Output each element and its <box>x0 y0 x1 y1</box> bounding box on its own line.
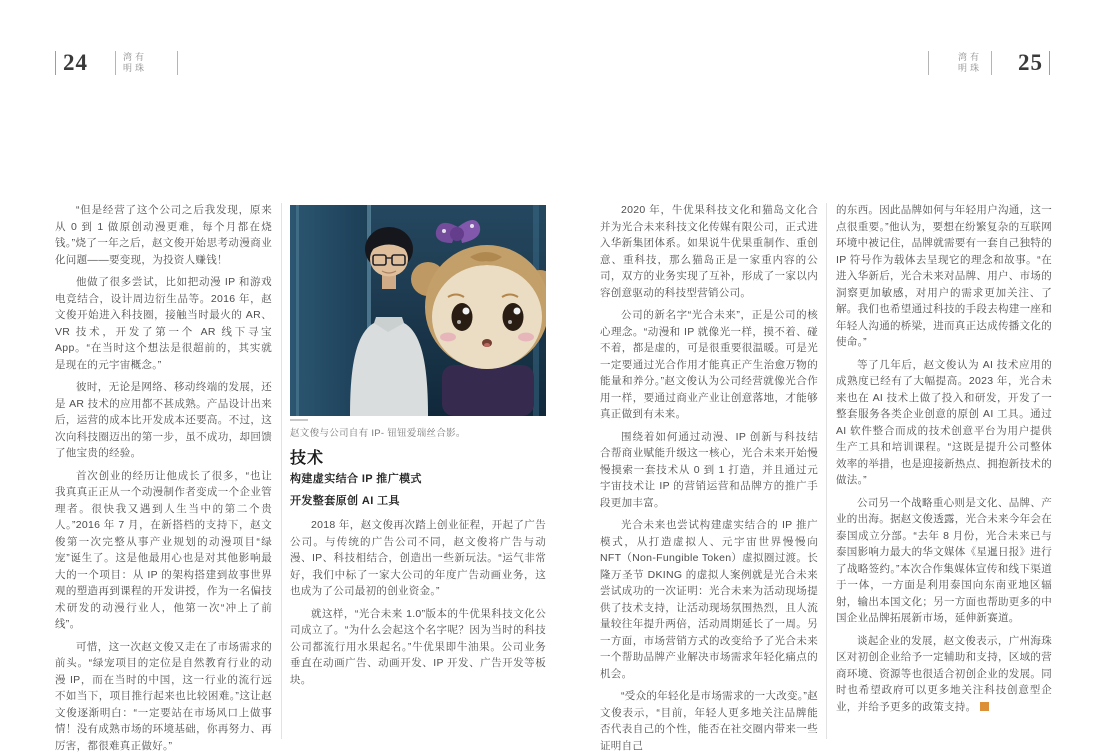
page-number-right: 25 <box>1018 50 1043 76</box>
paragraph: 围绕着如何通过动漫、IP 创新与科技结合帮商业赋能升级这一核心，光合未来开始慢慢摸索一套技术从 0 到 1 打造，并且通过元宇宙技术让 IP 的营销运营和品牌方的推广手段更加丰富。 <box>600 429 818 512</box>
article-photo <box>290 205 546 416</box>
photo-illustration <box>290 205 546 416</box>
paragraph: 谈起企业的发展，赵文俊表示，广州海珠区对初创企业给予一定辅助和支持，区域的营商环境、资源等也很适合初创企业的发展。同时也希望政府可以更多地关注科技创意型企业，并给予更多的政策支持。 <box>836 633 1052 716</box>
brand-line1: 湾有 <box>123 52 147 63</box>
journal-brand <box>123 52 147 74</box>
photo-caption: 赵文俊与公司自有 IP- 钮钮爱瑞丝合影。 <box>290 425 546 439</box>
paragraph: 的东西。因此品牌如何与年轻用户沟通，这一点很重要。”他认为，要想在纷繁复杂的互联网环境中被记住，品牌就需要有一套自己独特的 IP 符号作为载体去呈现它的理念和故事。“在进入华新后，光合未来对品牌、用户、市场的洞察更加敏感，对用户的需求更加关注、了解。我们也希望通过科技的手段去构建一座和年轻人沟通的桥梁，进而真正达成传播文化的使命。” <box>836 202 1052 351</box>
page-number-left: 24 <box>63 50 88 76</box>
paragraph: 等了几年后，赵文俊认为 AI 技术应用的成熟度已经有了大幅提高。2023 年，光合未来也在 AI 技术上做了投入和研发，开发了一整套服务各类企业创意的原创 AI 工具。通过 AI 软件整合而成的技术创意平台为用户提供生产工具和培训课程。“这既是提升公司整体效率的举措，也是迎接新热点、拥抱新技术的做法。” <box>836 357 1052 489</box>
paragraph: 彼时，无论是网络、移动终端的发展，还是 AR 技术的应用都不甚成熟。产品设计出来后，运营的成本比开发成本还要高。不过，这次向科技圈迈出的第一步，虽不成功，却回馈了他宝贵的经验。 <box>55 379 272 462</box>
header-rule <box>55 51 56 75</box>
header-rule <box>1049 51 1050 75</box>
right-page-column-2 <box>836 202 1052 715</box>
left-page-column-2 <box>290 517 546 688</box>
paragraph: 2020 年，牛优果科技文化和猫岛文化合并为光合未来科技文化传媒有限公司，正式进入华新集团体系。如果说牛优果重制作、重创意、重科技，那么猫岛正是一家重内容的公司，双方的业务实现了互补，形成了一家以内容创意驱动的科技型营销公司。 <box>600 202 818 301</box>
header-rule <box>928 51 929 75</box>
header-rule <box>115 51 116 75</box>
paragraph: “受众的年轻化是市场需求的一大改变。”赵文俊表示，“目前，年轻人更多地关注品牌能否代表自己的个性，能否在社交圈内带来一些证明自己 <box>600 688 818 754</box>
section-title: 技术 <box>290 445 324 468</box>
paragraph: “但是经营了这个公司之后我发现，原来从 0 到 1 做原创动漫更难，每个月都在烧钱。”烧了一年之后，赵文俊开始思考动漫商业化问题——要变现，为投资人赚钱！ <box>55 202 272 268</box>
column-divider-left <box>281 203 282 739</box>
section-subtitle-2: 开发整套原创 AI 工具 <box>290 492 546 508</box>
brand-line1: 湾有 <box>958 52 982 63</box>
paragraph: 公司的新名字“光合未来”，正是公司的核心理念。“动漫和 IP 就像光一样，摸不着、碰不着，都是虚的，可是很重要很温暖。可是光一定要通过光合作用才能真正产生治愈万物的能量和养分。”赵文俊认为公司经营就像光合作用一样，要通过商业产业让创意落地，才能够真正做到有未来。 <box>600 307 818 423</box>
header-rule <box>177 51 178 75</box>
paragraph: 首次创业的经历让他成长了很多，“也让我真真正正从一个动漫制作者变成一个企业管理者。很快我又遇到人生当中的第二个贵人。”2016 年 7 月，在新搭档的支持下，赵文俊第一次完整从事产业规划的动漫项目“绿宠”诞生了。这是他最用心也是对其他影响最大的一个项目：从 IP 的架构搭建到故事世界观的塑造再到课程的开发讲授，作为一名偏技术研发的动漫行业人，他第一次“冲上了前线”。 <box>55 468 272 633</box>
paragraph: 公司另一个战略重心则是文化、品牌、产业的出海。据赵文俊透露，光合未来今年会在泰国成立分部。“去年 8 月份，光合未来已与泰国影响力最大的华文媒体《星暹日报》进行了战略签约。”本次合作集媒体宣传和线下渠道于一体，一方面是利用泰国向东南亚地区辐射，输出本国文化；另一方面也帮助更多的中国企业品牌拓展新市场，延伸新赛道。 <box>836 495 1052 627</box>
right-page-header <box>928 50 1050 76</box>
paragraph: 就这样，“光合未来 1.0”版本的牛优果科技文化公司成立了。“为什么会起这个名字呢？因为当时的科技公司都流行用水果起名。”牛优果即牛油果。公司业务垂直在动画广告、动画开发、IP 开发、广告开发等板块。 <box>290 606 546 689</box>
brand-line2: 明珠 <box>958 63 982 74</box>
journal-brand <box>958 52 982 74</box>
paragraph: 可惜，这一次赵文俊又走在了市场需求的前头。“绿宠项目的定位是自然教育行业的动漫 IP，而在当时的中国，这一行业的流行远不如当下，项目推行起来也比较困难。”这让赵文俊逐渐明白：“一定要站在市场风口上做事情！没有成熟市场的环境基础，你再努力、再厉害，都很难真正做好。” <box>55 639 272 754</box>
paragraph: 2018 年，赵文俊再次踏上创业征程，开起了广告公司。与传统的广告公司不同，赵文俊将广告与动漫、IP、科技相结合，创造出一些新玩法。“运气非常好，我们中标了一家大公司的年度广告动画业务，这也成为了公司最初的创业资金。” <box>290 517 546 600</box>
paragraph: 他做了很多尝试，比如把动漫 IP 和游戏电竞结合，设计周边衍生品等。2016 年，赵文俊开始进入科技圈，接触当时最火的 AR、VR 技术，开发了第一个 AR 线下寻宝 App。“在当时这个想法是很超前的，其实就是现在的元宇宙概念。” <box>55 274 272 373</box>
right-page-column-1 <box>600 202 818 754</box>
paragraph: 光合未来也尝试构建虚实结合的 IP 推广模式，从打造虚拟人、元宇宙世界慢慢向 NFT（Non-Fungible Token）虚拟圈过渡。长隆万圣节 DKING 的虚拟人案例就是光合未来尝试成功的一次证明：光合未来为活动现场提供了技术支持，让活动现场氛围热烈，且人流量较往年提升两倍，活动周期延长了一周。另一方面，市场营销方式的改变给予了光合未来一个帮助品牌产业解决市场需求年轻化痛点的机会。 <box>600 517 818 682</box>
header-rule <box>991 51 992 75</box>
caption-rule <box>290 419 308 421</box>
left-page-header <box>55 50 178 76</box>
left-page-column-1 <box>55 202 272 754</box>
column-divider-right <box>826 203 827 739</box>
section-subtitle-1: 构建虚实结合 IP 推广模式 <box>290 470 546 486</box>
article-end-mark <box>980 702 989 711</box>
brand-line2: 明珠 <box>123 63 147 74</box>
